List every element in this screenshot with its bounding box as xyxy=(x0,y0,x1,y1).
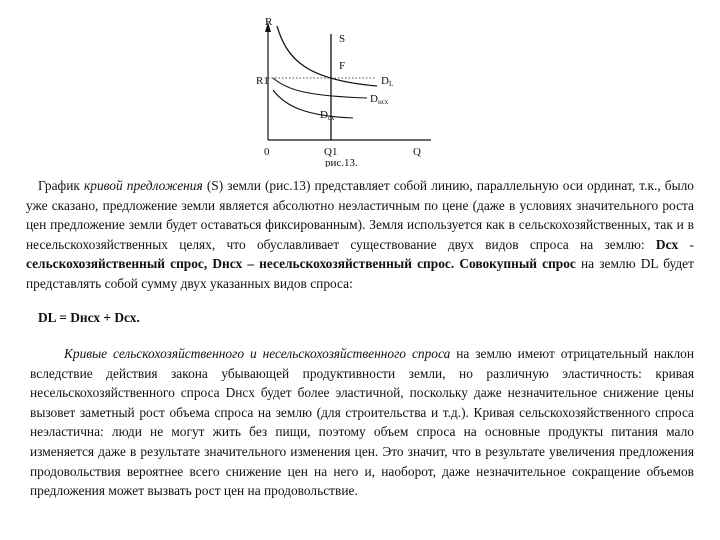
label-Q: Q xyxy=(413,146,421,158)
p1-dnsx-term: Dнсх xyxy=(212,256,243,272)
p1-supply-curve-term: кривой предложения xyxy=(84,178,203,193)
label-S: S xyxy=(339,33,346,45)
label-R1: R1 xyxy=(256,75,269,87)
label-Dsx: Dсх xyxy=(320,109,335,122)
figure-caption: рис.13. xyxy=(325,157,358,167)
p1-dash-1: - xyxy=(678,236,695,252)
paragraph-supply xyxy=(26,176,694,294)
p1-dl-term: DL xyxy=(640,256,659,272)
label-Dnsx: Dнсх xyxy=(370,93,389,106)
label-R: R xyxy=(265,16,273,28)
demand-supply-figure xyxy=(255,12,435,167)
p1-intro: График xyxy=(38,178,84,193)
demand-formula: DL = Dнсх + Dсх. xyxy=(38,310,140,325)
p1-dash-2: – xyxy=(242,256,260,272)
p1-body: (S) земли (рис.13) представляет собой линию, параллельную оси ординат, т.к., было уже сказано, предложение земли является абсолютно неэластичным по цене (даже в условиях значительного роста цен предложение земли будет оставаться фиксированным). Земля используется как в сельскохозяйственных, так и в несельскохозяйственных целях, что обуславливает существование двух видов спроса на землю: xyxy=(26,178,694,252)
label-origin: 0 xyxy=(264,146,270,158)
label-Q1: Q1 xyxy=(324,146,338,158)
p1-on-land: на землю xyxy=(575,256,641,272)
p3-body: на землю имеют отрицательный наклон вследствие действия закона убывающей продуктивности земли, но различную эластичность: кривая несельскохозяйственного спроса Dнсх будет более эластичной, поскольку даже незначительное снижение цены вызовет заметный рост объема спроса на землю (для строительства и т.д.). Кривая сельскохозяйственного спроса неэластична: люди не могут жить без пищи, поэтому объем спроса на основные продукты питания мало изменяется даже в результате значительного изменения цен. Это значит, что в результате увеличения предложения продовольствия вероятнее всего снижение цен на него и, наоборот, даже незначительное сокращение объемов предложения может вызвать рост цен на продовольствие. xyxy=(30,346,694,499)
nonagricultural-demand-curve xyxy=(273,78,367,98)
p3-italic-lead: Кривые сельскохозяйственного и несельскохозяйственного спроса xyxy=(64,346,451,361)
total-demand-curve xyxy=(277,26,377,86)
p1-dnsx-definition: несельскохозяйственный спрос. xyxy=(259,256,455,272)
p1-ending: будет представлять собой сумму двух указанных видов спроса: xyxy=(26,256,694,291)
p1-dcx-term: Dcx xyxy=(655,236,679,252)
p1-dcx-definition: сельскохозяйственный спрос, xyxy=(26,256,208,272)
label-DL: DL xyxy=(381,75,394,88)
label-F: F xyxy=(339,60,346,72)
paragraph-demand-curves xyxy=(30,344,694,501)
p1-total-demand-term: Совокупный спрос xyxy=(459,256,576,272)
